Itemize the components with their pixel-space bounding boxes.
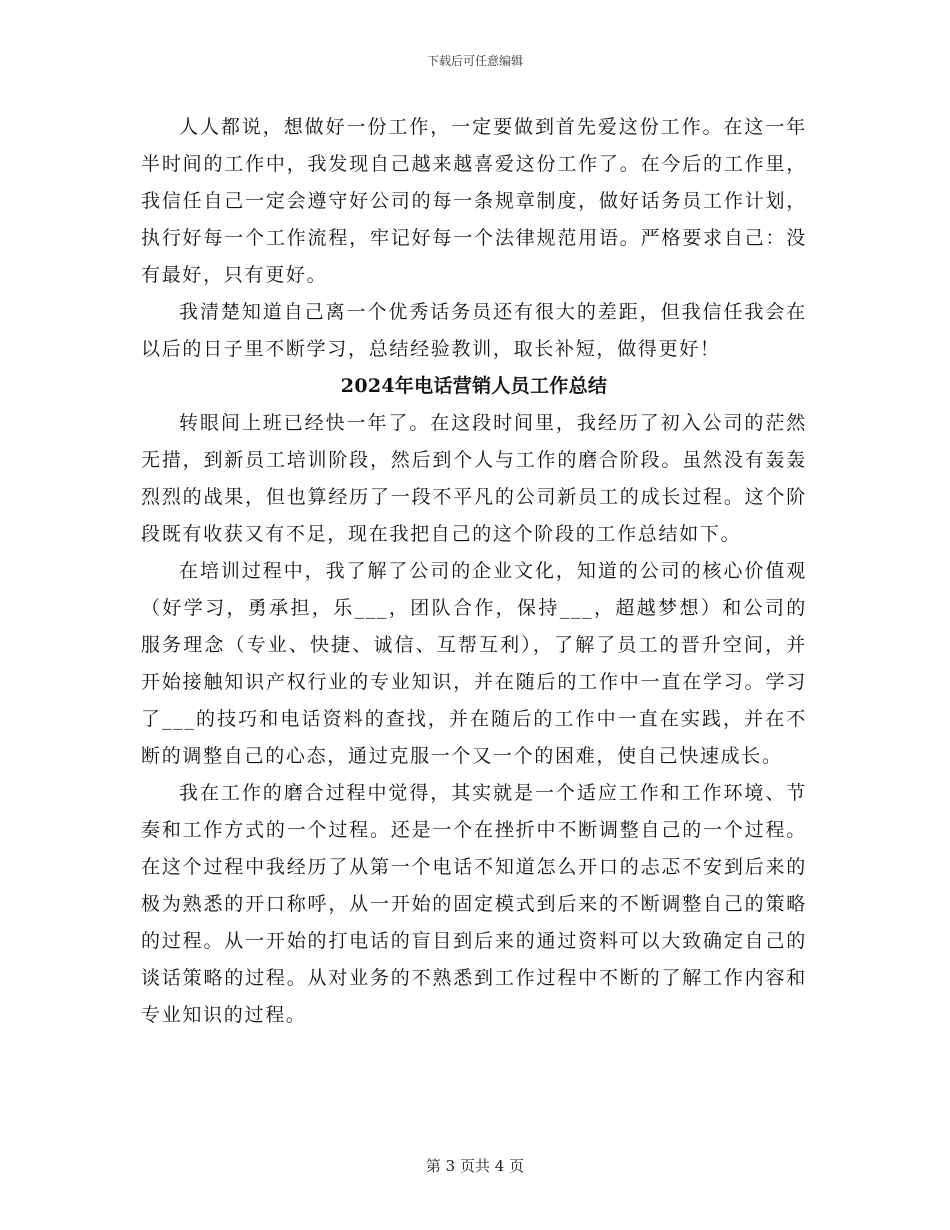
section-title: 2024年电话营销人员工作总结 (340, 375, 608, 397)
paragraph: 我清楚知道自己离一个优秀话务员还有很大的差距，但我信任我会在以后的日子里不断学习，总结经验教训，取长补短，做得更好！ (141, 301, 807, 360)
page-header: 下载后可任意编辑 (426, 54, 523, 68)
paragraph: 人人都说，想做好一份工作，一定要做到首先爱这份工作。在这一年半时间的工作中，我发现自己越来越喜爱这份工作了。在今后的工作里，我信任自己一定会遵守好公司的每一条规章制度，做好话务员工作计划，执行好每一个工作流程，牢记好每一个法律规范用语。严格要求自己：没有最好，只有更好。 (141, 116, 807, 286)
paragraph: 我在工作的磨合过程中觉得，其实就是一个适应工作和工作环境、节奏和工作方式的一个过程。还是一个在挫折中不断调整自己的一个过程。在这个过程中我经历了从第一个电话不知道怎么开口的忐忑不安到后来的极为熟悉的开口称呼，从一开始的固定模式到后来的不断调整自己的策略的过程。从一开始的打电话的盲目到后来的通过资料可以大致确定自己的谈话策略的过程。从对业务的不熟悉到工作过程中不断的了解工作内容和专业知识的过程。 (141, 782, 807, 1026)
paragraph: 转眼间上班已经快一年了。在这段时间里，我经历了初入公司的茫然无措，到新员工培训阶段，然后到个人与工作的磨合阶段。虽然没有轰轰烈烈的战果，但也算经历了一段不平凡的公司新员工的成长过程。这个阶段既有收获又有不足，现在我把自己的这个阶段的工作总结如下。 (141, 412, 807, 545)
paragraph: 在培训过程中，我了解了公司的企业文化，知道的公司的核心价值观（好学习，勇承担，乐___，团队合作，保持___，超越梦想）和公司的服务理念（专业、快捷、诚信、互帮互利），了解了员工的晋升空间，并开始接触知识产权行业的专业知识，并在随后的工作中一直在学习。学习了___的技巧和电话资料的查找，并在随后的工作中一直在实践，并在不断的调整自己的心态，通过克服一个又一个的困难，使自己快速成长。 (141, 560, 807, 767)
document-body (141, 109, 807, 1034)
page-footer: 第 3 页共 4 页 (425, 1157, 525, 1175)
